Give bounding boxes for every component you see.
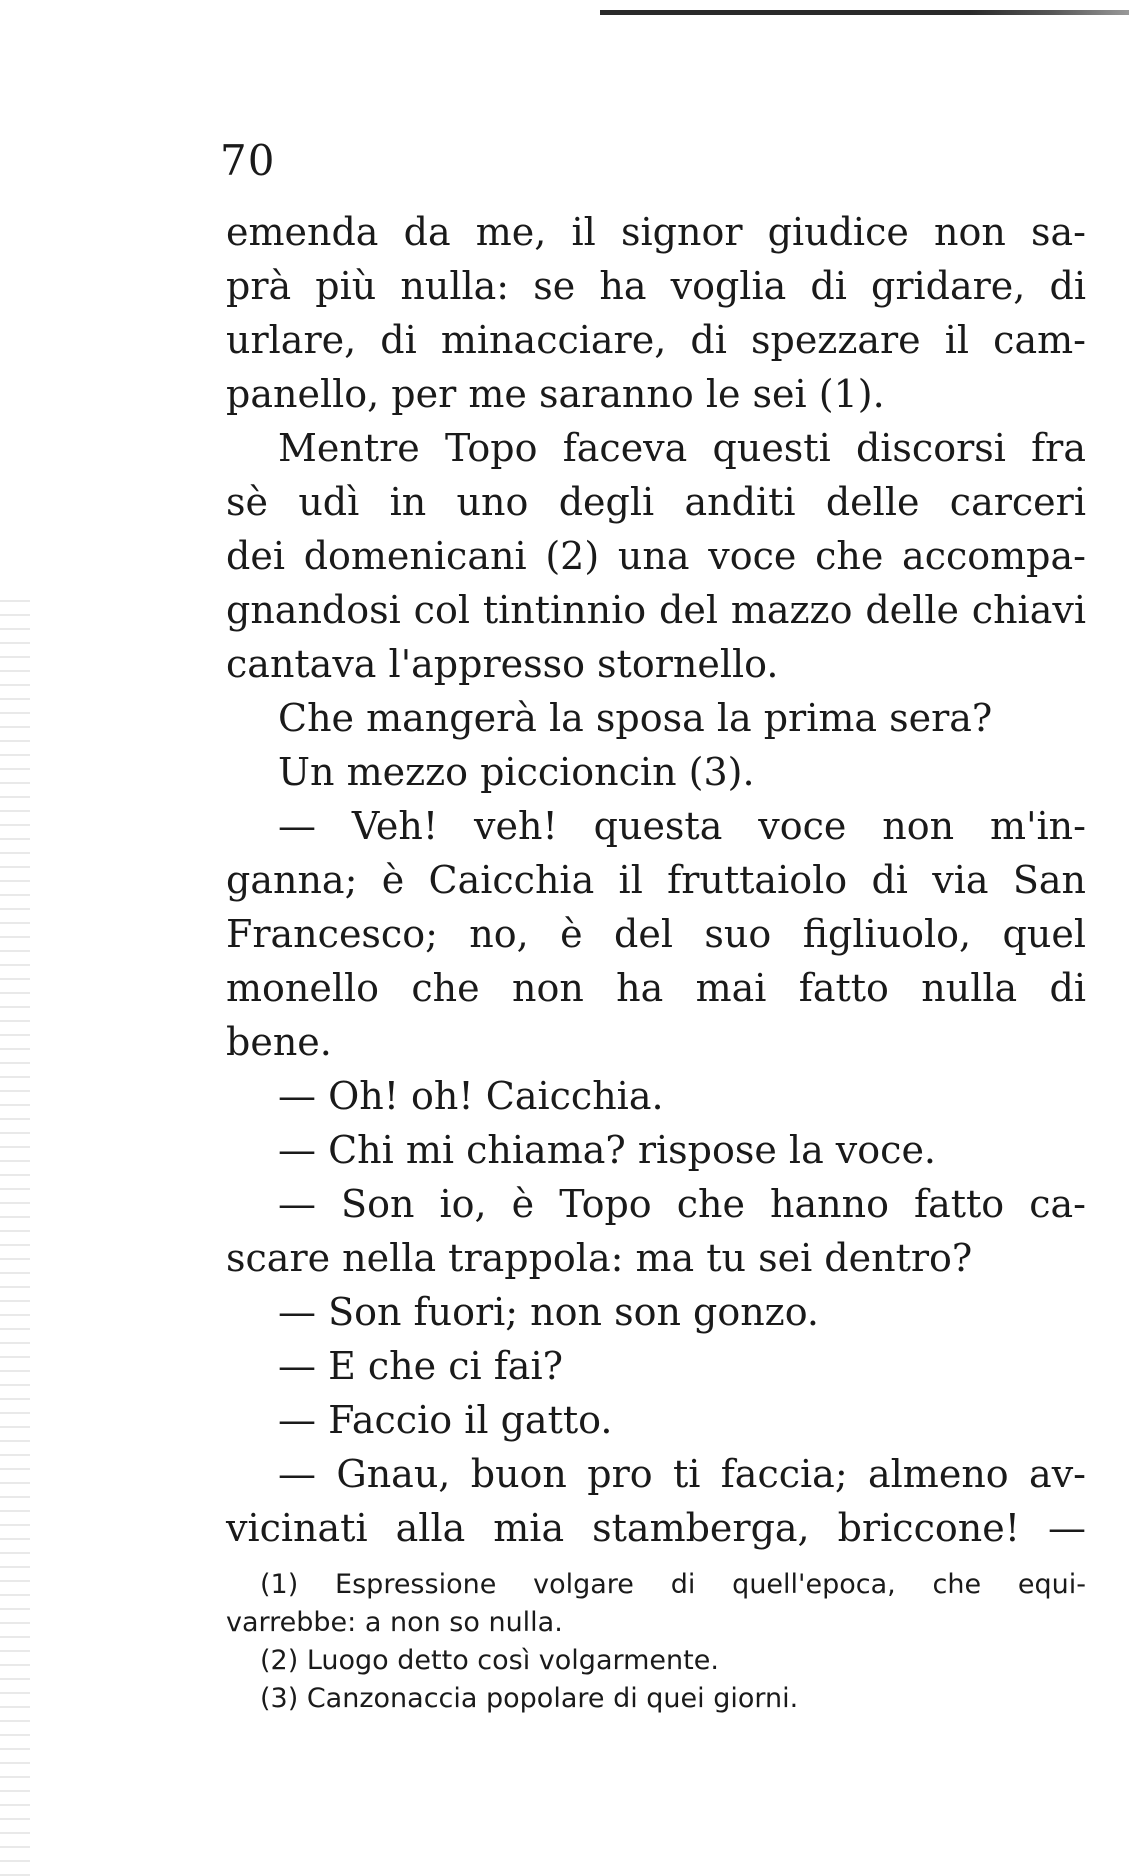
body-text — [226, 205, 1086, 1555]
footnote-line: (2) Luogo detto così volgarmente. — [260, 1645, 719, 1676]
dialogue-line: — Faccio il gatto. — [278, 1398, 613, 1442]
page-edge-shadow — [0, 600, 30, 1876]
text-line: emenda da me, il signor giudice non sa- — [226, 210, 1086, 254]
text-line: urlare, di minacciare, di spezzare il cam- — [226, 318, 1086, 362]
text-line: dei domenicani (2) una voce che accompa- — [226, 534, 1086, 578]
text-line: monello che non ha mai fatto nulla di — [226, 966, 1086, 1010]
footnote-line: (3) Canzonaccia popolare di quei giorni. — [260, 1683, 799, 1714]
top-rule — [600, 10, 1129, 15]
footnote-line: (1) Espressione volgare di quell'epoca, che equi- — [260, 1569, 1086, 1600]
text-line: prà più nulla: se ha voglia di gridare, di — [226, 264, 1086, 308]
dialogue-line: — Gnau, buon pro ti faccia; almeno av- — [278, 1452, 1086, 1496]
page-number: 70 — [220, 136, 276, 185]
text-line: sè udì in uno degli anditi delle carceri — [226, 480, 1086, 524]
text-line: cantava l'appresso stornello. — [226, 642, 779, 686]
dialogue-line: — Son io, è Topo che hanno fatto ca- — [278, 1182, 1086, 1226]
dialogue-line: — Son fuori; non son gonzo. — [278, 1290, 819, 1334]
text-line: ganna; è Caicchia il fruttaiolo di via San — [226, 858, 1086, 902]
dialogue-line: — Veh! veh! questa voce non m'in- — [278, 804, 1086, 848]
text-line: gnandosi col tintinnio del mazzo delle chiavi — [226, 588, 1086, 632]
dialogue-line: — Chi mi chiama? rispose la voce. — [278, 1128, 937, 1172]
dialogue-line: — Oh! oh! Caicchia. — [278, 1074, 664, 1118]
text-line: panello, per me saranno le sei (1). — [226, 372, 885, 416]
verse-line: Un mezzo piccioncin (3). — [278, 750, 755, 794]
footnotes — [226, 1566, 1086, 1718]
dialogue-line: — E che ci fai? — [278, 1344, 563, 1388]
footnote-line: varrebbe: a non so nulla. — [226, 1607, 563, 1638]
text-line: Francesco; no, è del suo figliuolo, quel — [226, 912, 1086, 956]
text-line: bene. — [226, 1020, 332, 1064]
text-line: vicinati alla mia stamberga, briccone! — — [226, 1506, 1086, 1550]
text-line: Mentre Topo faceva questi discorsi fra — [278, 426, 1086, 470]
text-line: scare nella trappola: ma tu sei dentro? — [226, 1236, 973, 1280]
verse-line: Che mangerà la sposa la prima sera? — [278, 696, 993, 740]
